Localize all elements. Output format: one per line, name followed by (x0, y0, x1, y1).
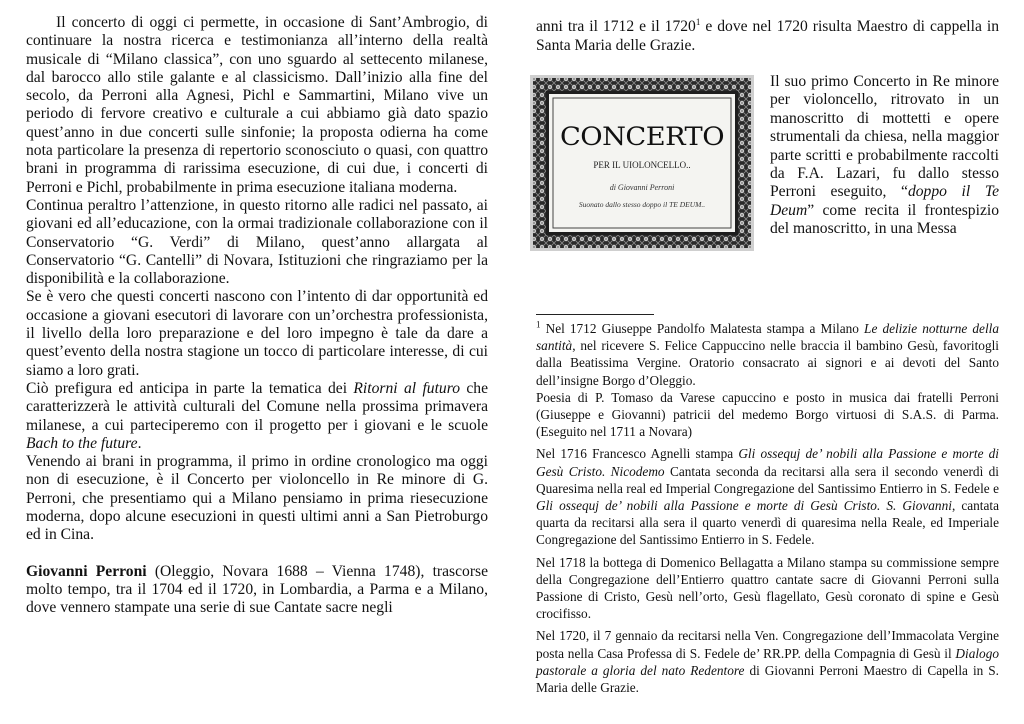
p4-text-b: che caratterizzerà le attività culturali del Comune nella prossima primavera milanese, a cui parteciperemo con il progetto per i giovani e le scuole (26, 379, 489, 434)
frontispiece-line-2: di Giovanni Perroni (609, 183, 675, 192)
footnotes (536, 320, 999, 701)
ritorni-al-futuro-title: Ritorni al futuro (353, 379, 460, 397)
paragraph-first-concerto (770, 73, 999, 239)
paragraph-attention: Continua peraltro l’attenzione, in questo ritorno alle radici nel passato, ai giovani ed all’educazione, con la ormai tradizionale collaborazione con il Conservatorio “G. Verdi” di Milano, quest’anno allargata al Conservatorio “G. Cantelli” di Novara, Istituzioni che ringraziamo per la disponibilità e la collaborazione. (26, 196, 488, 288)
fn2-text-a: Nel 1716 Francesco Agnelli stampa (536, 446, 739, 462)
fn2-title-2: Gli ossequj de’ nobili alla Passione e morte di Gesù Cristo. S. Giovanni (536, 498, 952, 514)
p4-text-a: Ciò prefigura ed anticipa in parte la tematica dei (26, 379, 354, 397)
perroni-bio-text: (Oleggio, Novara 1688 – Vienna 1748), trascorse molto tempo, tra il 1704 ed il 1720, in Lombardia, a Parma e a Milano, dove vennero stampate una serie di sue Cantate sacre negli (26, 562, 488, 617)
fn4-text-a: Nel 1720, il 7 gennaio da recitarsi nella Ven. Congregazione dell’Immacolata Vergine posta nella Casa Professa di S. Fedele de’ RR.PP. della Compagnia di Gesù il (536, 628, 999, 661)
first-concerto-text-b: ” come recita il frontespizio del manoscritto, in una Messa (770, 201, 999, 238)
fn1-text-b: , nel ricevere S. Felice Cappuccino nelle braccia il bambino Gesù, favoritogli dalla Beatissima Vergine. Oratorio consacrato ai signori e ai devoti del Santo dell’insigne Borgo d’Oleggio. (536, 338, 999, 388)
footnote-mark: 1 (536, 319, 541, 330)
footnote-1716 (536, 445, 999, 548)
footnote-divider (536, 314, 654, 315)
right-column (536, 18, 999, 273)
first-concerto-text-a: Il suo primo Concerto in Re minore per violoncello, ritrovato in un manoscritto di mottetti e opere strumentali da chiesa, nella maggior parte scritti e probabilmente raccolti da F.A. Lazari, fu dallo stesso Perroni eseguito, “ (770, 73, 999, 201)
paragraph-perroni-bio (26, 563, 488, 618)
frontispiece-title: CONCERTO (560, 122, 724, 151)
paragraph-program: Venendo ai brani in programma, il primo in ordine cronologico ma oggi non di esecuzione, è il Concerto per violoncello in Re minore di G. Perroni, che presentiamo qui a Milano pensiamo in prima riesecuzione moderna, dopo alcune esecuzioni in questi ultimi anni a San Pietroburgo ed in Cina. (26, 453, 488, 544)
fn4-text-b: di Giovanni Perroni Maestro di Capella in S. Maria delle Grazie. (536, 662, 1000, 696)
paragraph-future (26, 380, 488, 453)
fn4-title: Dialogo pastorale a gloria del nato Redentore (536, 645, 999, 678)
footnote-1720 (536, 627, 999, 696)
doppo-il-te-deum: doppo il Te Deum (770, 183, 999, 219)
fn1-text-c: Poesia di P. Tomaso da Varese capuccino e posto in musica dai fratelli Perroni (Giuseppe e Giovanni) patricii del medemo Borgo virtuosi di S.A.S. di Parma. (Eseguito nel 1711 a Novara) (536, 389, 999, 440)
spacer (26, 545, 488, 563)
paragraph-continuation (536, 18, 999, 55)
fn1-text-a: Nel 1712 Giuseppe Pandolfo Malatesta stampa a Milano (540, 321, 865, 336)
footnote-1718: Nel 1718 la bottega di Domenico Bellagatta a Milano stampa su commissione sempre della Congregazione dell’Entierro quattro cantate sacre di Giovanni Perroni sulla Passione di Cristo, Gesù nell’orto, Gesù flagellato, Gesù coronato di spine e Gesù crocifisso. (536, 554, 999, 622)
bach-to-the-future-title: Bach to the future (26, 434, 138, 452)
left-column (26, 14, 488, 618)
perroni-name: Giovanni Perroni (26, 562, 147, 580)
footnote-1 (536, 320, 999, 440)
paragraph-intro: Il concerto di oggi ci permette, in occasione di Sant’Ambrogio, di continuare la nostra ricerca e testimonianza all’interno della realtà musicale di “Milano classica”, con uno sguardo al settecento milanese, dal barocco allo stile galante e al classicismo. Dall’inizio alla fine del secolo, da Perroni alla Agnesi, Pichl e Sammartini, Milano vive un periodo di fervore creativo e culturale a cui abbiamo già dato spazio quest’anno in due concerti sulle sinfonie; la proposta odierna ha come nota particolare la presenza di repertorio sconosciuto o quasi, con quattro brani in programma di rarissima esecuzione, di cui due, i concerti di Perroni e Pichl, probabilmente in prima esecuzione italiana moderna. (26, 14, 488, 196)
fn2-title-1: Gli ossequj de’ nobili alla Passione e morte di Gesù Cristo. Nicodemo (536, 446, 999, 479)
continuation-text-b: e dove nel 1720 risulta Maestro di cappella in Santa Maria delle Grazie. (536, 18, 1000, 54)
p4-text-c: . (137, 434, 142, 452)
frontispiece-line-3: Suonato dallo stesso doppo il TE DEUM.. (578, 200, 706, 209)
figure-row (536, 73, 999, 273)
continuation-text-a: anni tra il 1712 e il 1720 (536, 18, 696, 35)
concerto-frontispiece-image (530, 75, 754, 251)
frontispiece-line-1: PER IL UIOLONCELLO.. (593, 160, 691, 170)
fn2-text-c: , cantata quarta da recitarsi alla sera il quarto venerdì di quaresima nella Reale, ed Imperiale Congregazione del Santissimo Entierro in S. Fedele. (536, 498, 1000, 548)
fn1-title: Le delizie notturne della santità (536, 321, 999, 354)
paragraph-young-performers: Se è vero che questi concerti nascono con l’intento di dar opportunità ed occasione a giovani esecutori di lavorare con un’orchestra professionista, il livello della loro preparazione e del loro impegno è tale da dare a quest’evento della nostra stagione un tocco di particolare interesse, di cui siamo a loro grati. (26, 288, 488, 379)
fn2-text-b: Cantata seconda da recitarsi alla sera il secondo venerdì di Quaresima nella real ed Imperial Congregazione del Santissimo Entierro in S. Fedele e (536, 463, 999, 496)
footnote-ref-1: 1 (695, 16, 701, 27)
